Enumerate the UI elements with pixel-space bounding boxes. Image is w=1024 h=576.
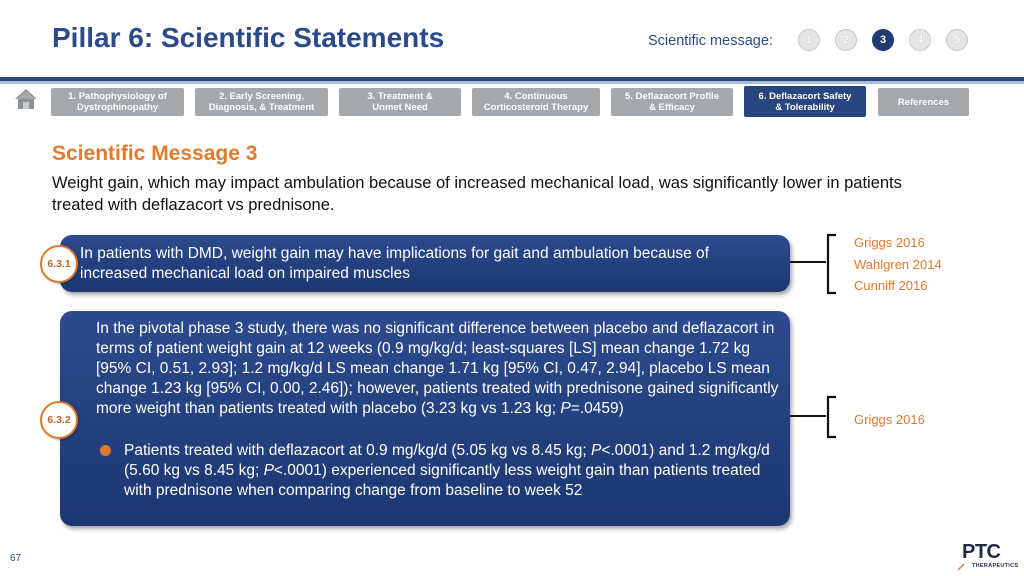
tab-deflazacort-safety[interactable]	[744, 86, 866, 117]
statement-badge: 6.3.2	[40, 401, 78, 439]
tab-treatment-unmet-need[interactable]	[339, 88, 461, 116]
tab-deflazacort-profile[interactable]	[611, 88, 733, 116]
message-dot-5[interactable]: 5	[946, 29, 968, 51]
tab-label-line2: Dystrophinopathy	[76, 102, 159, 113]
tab-corticosteroid-therapy[interactable]	[472, 88, 600, 116]
reference-link[interactable]: Griggs 2016	[854, 412, 925, 427]
message-dot-3[interactable]: 3	[872, 29, 894, 51]
bullet-text-b: <.0001) and 1.2 mg/kg/d (5.60 kg vs 8.45 kg;	[124, 442, 770, 479]
statement-text: In patients with DMD, weight gain may have implications for gait and ambulation because of increased mechanical load on impaired muscles	[80, 245, 709, 282]
reference-link[interactable]: Cunniff 2016	[854, 278, 928, 293]
tab-references[interactable]	[878, 88, 969, 116]
statement-box-6-3-1	[60, 235, 790, 292]
header-divider-light	[0, 81, 1024, 84]
bullet-text-c: <.0001) experienced significantly less weight gain than patients treated with prednisone when comparing change from baseline to week 52	[124, 462, 761, 499]
statement-text	[96, 319, 780, 419]
statement-text-main: In the pivotal phase 3 study, there was no significant difference between placebo and deflazacort in terms of patient weight gain at 12 weeks (0.9 mg/kg/d; least-squares [LS] mean change 1.72 kg [95% CI, 0.51, 2.93]; 1.2 mg/kg/d LS mean change 1.71 kg [95% CI, 0.47, 2.94], placebo LS mean change 1.23 kg [95% CI, 0.00, 2.46]); however, patients treated with prednisone gained significantly more weight than patients treated with placebo (3.23 kg vs 1.23 kg;	[96, 320, 779, 417]
tab-label-line2: Corticosteroid Therapy	[483, 102, 589, 113]
tab-label-line1: 6. Deflazacort Safety	[758, 90, 852, 102]
home-icon[interactable]	[14, 88, 38, 110]
reference-list	[854, 232, 942, 297]
p-value-italic: P	[560, 400, 571, 417]
bullet-text	[124, 441, 774, 501]
tab-label-line1: 3. Treatment &	[367, 91, 433, 102]
logo-subtext: THERAPEUTICS	[972, 563, 1019, 569]
statement-badge: 6.3.1	[40, 245, 78, 283]
tab-label-line1: 4. Continuous	[504, 91, 568, 102]
tab-label-line1: 1. Pathophysiology of	[68, 91, 167, 102]
message-dot-1[interactable]: 1	[798, 29, 820, 51]
p-value-italic: P	[263, 462, 274, 479]
message-pager	[798, 29, 968, 51]
tab-label: References	[897, 96, 950, 108]
tab-label-line2: & Efficacy	[649, 102, 695, 113]
bullet-text-a: Patients treated with deflazacort at 0.9 mg/kg/d (5.05 kg vs 8.45 kg;	[124, 442, 591, 459]
tab-label-line2: & Tolerability	[775, 101, 835, 113]
message-dot-4[interactable]: 4	[909, 29, 931, 51]
tab-label-line2: Diagnosis, & Treatment	[208, 102, 315, 113]
page-title: Pillar 6: Scientific Statements	[52, 22, 445, 53]
page-number: 67	[10, 553, 22, 564]
tab-early-screening[interactable]	[195, 88, 328, 116]
reference-bracket	[788, 394, 850, 440]
tab-label-line1: 5. Deflazacort Profile	[625, 91, 719, 102]
message-dot-2[interactable]: 2	[835, 29, 857, 51]
tab-label-line2: Unmet Need	[372, 102, 428, 113]
logo-text: PTC	[962, 541, 1001, 563]
tab-pathophysiology[interactable]	[51, 88, 184, 116]
reference-link[interactable]: Griggs 2016	[854, 235, 925, 250]
reference-list	[854, 409, 925, 431]
scientific-message-label: Scientific message:	[648, 33, 773, 49]
reference-bracket	[788, 232, 850, 296]
statement-bullet	[124, 441, 774, 501]
tab-label-line1: 2. Early Screening,	[218, 91, 304, 102]
statement-text-end: =.0459)	[570, 400, 624, 417]
statement-box-6-3-2	[60, 311, 790, 526]
bullet-dot-icon	[100, 445, 111, 456]
reference-link[interactable]: Wahlgren 2014	[854, 256, 942, 272]
scientific-message-title: Scientific Message 3	[52, 142, 258, 165]
p-value-italic: P	[590, 442, 602, 459]
scientific-message-text: Weight gain, which may impact ambulation because of increased mechanical load, was significantly lower in patients treated with deflazacort vs prednisone.	[52, 174, 902, 214]
